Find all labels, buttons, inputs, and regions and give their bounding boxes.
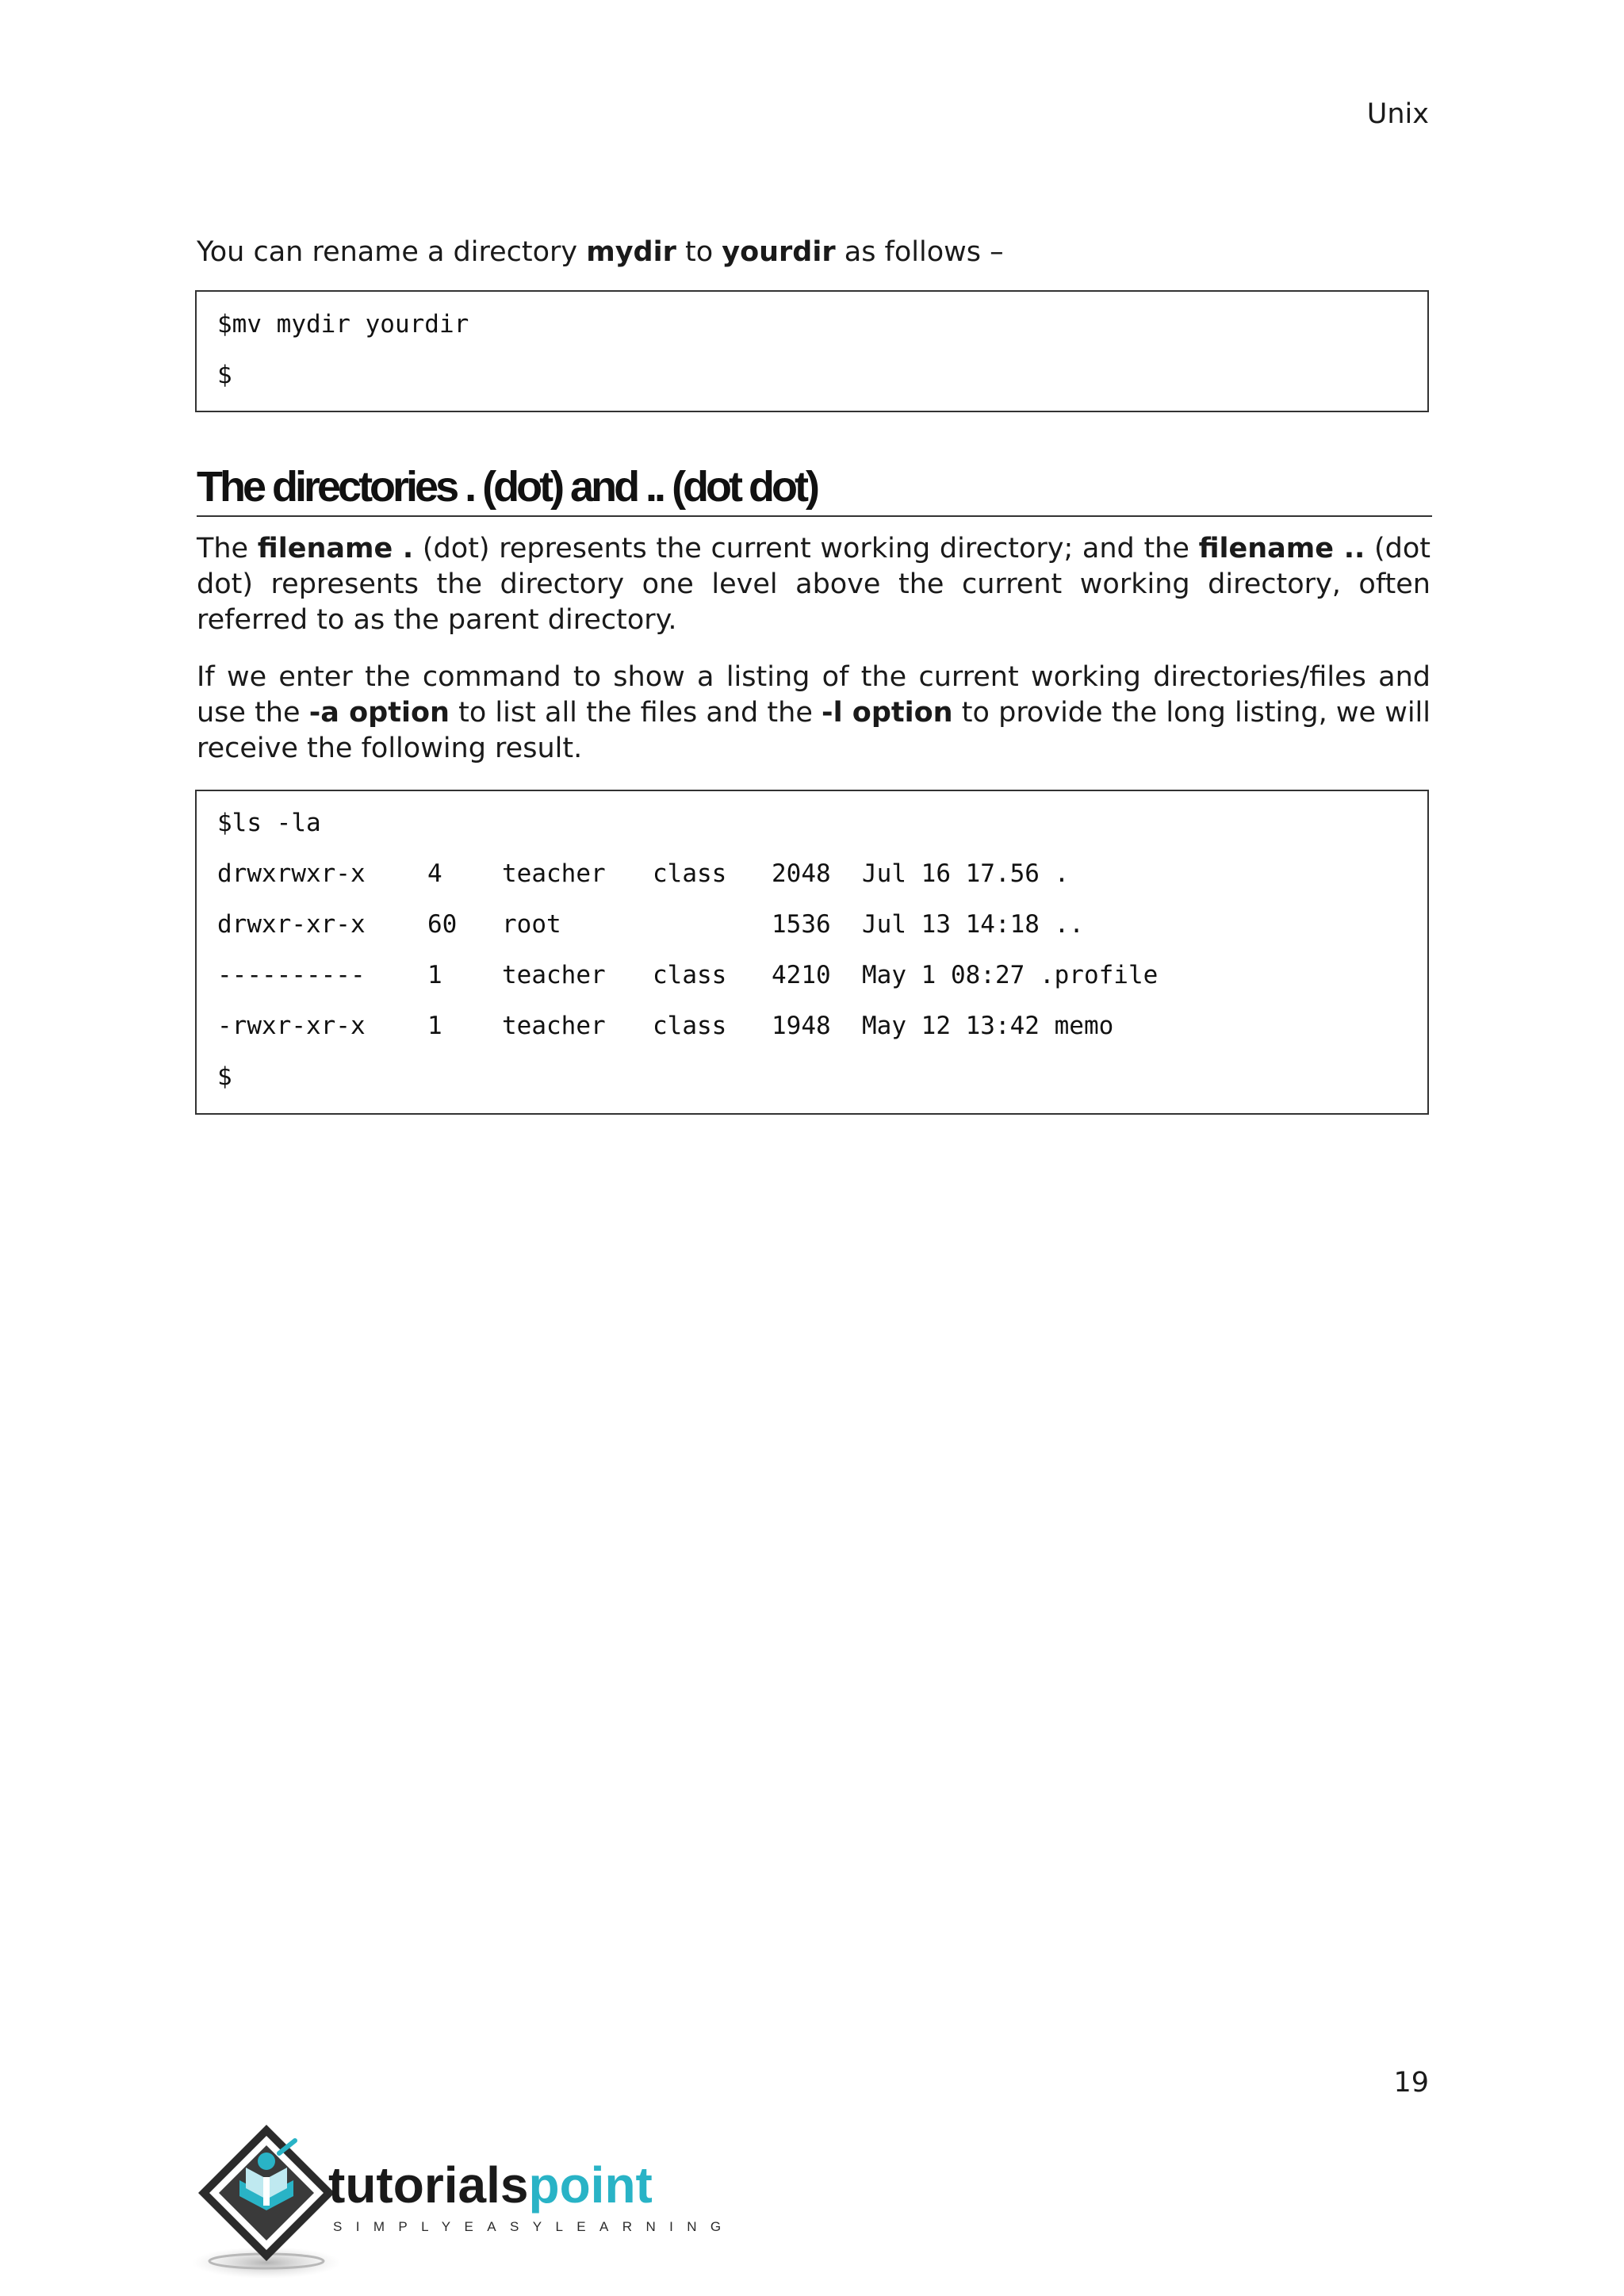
intro-bold-mydir: mydir (586, 236, 676, 268)
page-number: 19 (1393, 2067, 1429, 2099)
listing-group (653, 899, 772, 950)
code-line: $ (217, 361, 232, 389)
listing-size: 1948 (772, 1012, 831, 1040)
intro-bold-yourdir: yourdir (722, 236, 836, 268)
logo-diamond-icon (198, 2125, 335, 2261)
para1-text-3: (dot dot) represents the directory one level above the current working directory, often referred to as the parent directory. (197, 533, 1431, 636)
code-line: $mv mydir yourdir (217, 310, 469, 339)
para1-bold-filename-dotdot: filename .. (1198, 533, 1365, 564)
intro-text-3: as follows – (835, 236, 1004, 268)
page-header-title: Unix (1366, 98, 1429, 130)
listing-date-name: Jul 16 17.56 . (862, 859, 1070, 888)
listing-permissions: -rwxr-xr-x (217, 1012, 366, 1040)
listing-size: 2048 (772, 859, 831, 888)
para2-text-1: If we enter the command to show a listing of the current working directories/files and use the (197, 661, 1431, 729)
listing-group: class (653, 859, 727, 888)
listing-size: 4210 (772, 961, 831, 989)
listing-owner: teacher (502, 961, 606, 989)
para1-text-2: (dot) represents the current working directory; and the (413, 533, 1199, 564)
logo-word-dark: tutorials (328, 2156, 529, 2214)
listing-row (217, 1001, 1407, 1051)
code-block-ls-listing (195, 790, 1429, 1115)
listing-row (217, 950, 1407, 1001)
listing-owner: root (502, 910, 561, 939)
logo-graphic (193, 2115, 735, 2282)
code-command-line: $ls -la (217, 809, 321, 837)
logo-word-accent: point (528, 2156, 653, 2214)
intro-paragraph (197, 235, 1431, 270)
listing-date-name: Jul 13 14:18 .. (862, 910, 1084, 939)
listing-size: 1536 (772, 910, 831, 939)
code-block-rename (195, 290, 1429, 412)
listing-links: 1 (427, 961, 442, 989)
tutorialspoint-logo (193, 2115, 735, 2282)
listing-group: class (653, 961, 727, 989)
logo-tagline: SIMPLYEASYLEARNING (333, 2219, 735, 2234)
listing-date-name: May 12 13:42 memo (862, 1012, 1114, 1040)
paragraph-ls-options (197, 660, 1431, 767)
section-heading: The directories . (dot) and .. (dot dot) (197, 460, 1432, 517)
listing-links: 1 (427, 1012, 442, 1040)
paragraph-filename-dots (197, 531, 1431, 638)
para2-text-3: to provide the long listing, we will receive the following result. (197, 697, 1431, 764)
listing-owner: teacher (502, 1012, 606, 1040)
para2-text-2: to list all the files and the (449, 697, 822, 729)
listing-row (217, 899, 1407, 950)
para1-text-1: The (197, 533, 258, 564)
para2-bold-a-option: -a option (308, 697, 450, 729)
listing-permissions: drwxr-xr-x (217, 910, 366, 939)
listing-permissions: ---------- (217, 961, 366, 989)
code-prompt-line: $ (217, 1062, 232, 1091)
intro-text-1: You can rename a directory (197, 236, 587, 268)
listing-row (217, 848, 1407, 899)
listing-permissions: drwxrwxr-x (217, 859, 366, 888)
para2-bold-l-option: -l option (822, 697, 953, 729)
listing-date-name: May 1 08:27 .profile (862, 961, 1159, 989)
para1-bold-filename-dot: filename . (257, 533, 414, 564)
listing-links: 4 (427, 859, 442, 888)
intro-text-2: to (676, 236, 722, 268)
listing-owner: teacher (502, 859, 606, 888)
listing-group: class (653, 1012, 727, 1040)
listing-links: 60 (427, 910, 458, 939)
logo-wordmark (328, 2156, 653, 2214)
